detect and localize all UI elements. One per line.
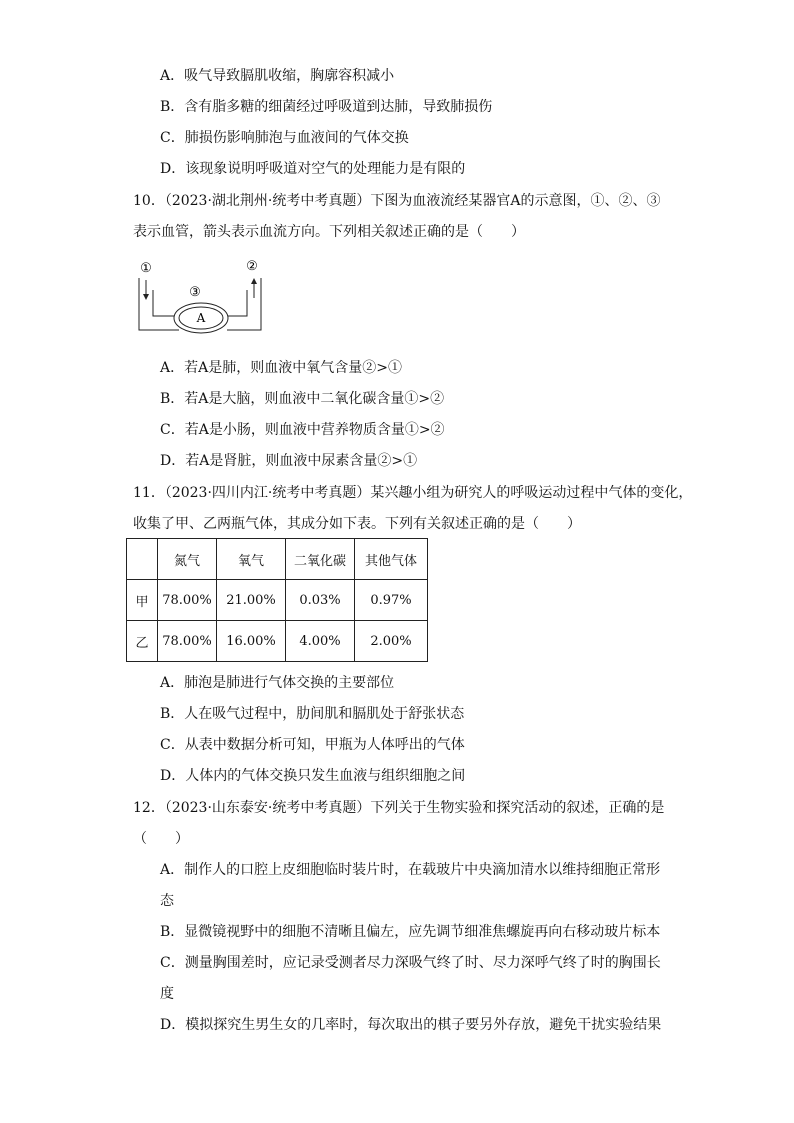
q10-stem-line1: 10．（2023·湖北荆州·统考中考真题）下图为血液流经某器官A的示意图，①、②、③: [133, 193, 661, 209]
q9-option-b: B．含有脂多糖的细菌经过呼吸道到达肺，导致肺损伤: [160, 99, 493, 115]
q12-option-c-line2: 度: [160, 986, 174, 1002]
q9-option-c: C．肺损伤影响肺泡与血液间的气体交换: [160, 130, 409, 146]
table-header-cell: 氮气: [158, 539, 217, 580]
table-header-cell: [127, 539, 158, 580]
q12-option-a-line2: 态: [160, 893, 174, 909]
q12-option-a-line1: A．制作人的口腔上皮细胞临时装片时，在载玻片中央滴加清水以维持细胞正常形: [160, 862, 661, 878]
q10-option-d: D．若A是肾脏，则血液中尿素含量②>①: [160, 453, 418, 469]
table-header-cell: 二氧化碳: [286, 539, 355, 580]
q12-stem-line1: 12．（2023·山东泰安·统考中考真题）下列关于生物实验和探究活动的叙述，正确的是: [133, 800, 665, 816]
q11-option-a: A．肺泡是肺进行气体交换的主要部位: [160, 675, 395, 691]
table-row: [127, 621, 428, 662]
vessel-1-label: ①: [140, 261, 152, 276]
table-cell: 78.00%: [158, 580, 217, 621]
q12-stem-line2: （ ）: [133, 831, 189, 847]
q11-option-d: D．人体内的气体交换只发生血液与组织细胞之间: [160, 768, 466, 784]
table-header-cell: 其他气体: [355, 539, 428, 580]
table-cell: 16.00%: [217, 621, 286, 662]
vessel-2-label: ②: [246, 259, 258, 274]
q12-option-b: B．显微镜视野中的细胞不清晰且偏左，应先调节细准焦螺旋再向右移动玻片标本: [160, 924, 661, 940]
vessel-3-label: ③: [189, 285, 201, 300]
q12-option-d: D．模拟探究生男生女的几率时，每次取出的棋子要另外存放，避免干扰实验结果: [160, 1017, 662, 1033]
gas-composition-table: [126, 538, 428, 662]
table-cell: 0.03%: [286, 580, 355, 621]
table-cell: 2.00%: [355, 621, 428, 662]
q10-option-a: A．若A是肺，则血液中氧气含量②>①: [160, 360, 402, 376]
table-cell: 4.00%: [286, 621, 355, 662]
table-cell: 乙: [127, 621, 158, 662]
table-header-cell: 氧气: [217, 539, 286, 580]
arrow-up-icon: [251, 278, 257, 284]
q12-option-c-line1: C．测量胸围差时，应记录受测者尽力深吸气终了时、尽力深呼气终了时的胸围长: [160, 955, 661, 971]
q9-option-a: A．吸气导致膈肌收缩，胸廓容积减小: [160, 68, 395, 84]
table-cell: 78.00%: [158, 621, 217, 662]
table-row: [127, 580, 428, 621]
q9-option-d: D．该现象说明呼吸道对空气的处理能力是有限的: [160, 161, 466, 177]
blood-flow-diagram: [133, 258, 273, 340]
q11-option-c: C．从表中数据分析可知，甲瓶为人体呼出的气体: [160, 737, 465, 753]
q11-stem-line1: 11．（2023·四川内江·统考中考真题）某兴趣小组为研究人的呼吸运动过程中气体的变化，: [133, 485, 693, 501]
q10-option-b: B．若A是大脑，则血液中二氧化碳含量①>②: [160, 391, 445, 407]
q11-stem-line2: 收集了甲、乙两瓶气体，其成分如下表。下列有关叙述正确的是（ ）: [133, 516, 581, 532]
q11-option-b: B．人在吸气过程中，肋间肌和膈肌处于舒张状态: [160, 706, 465, 722]
arrow-down-icon: [143, 294, 149, 300]
q10-stem-line2: 表示血管，箭头表示血流方向。下列相关叙述正确的是（ ）: [133, 224, 525, 240]
table-cell: 0.97%: [355, 580, 428, 621]
organ-a-label: A: [196, 311, 206, 325]
q10-option-c: C．若A是小肠，则血液中营养物质含量①>②: [160, 422, 445, 438]
table-header-row: [127, 539, 428, 580]
table-cell: 21.00%: [217, 580, 286, 621]
table-cell: 甲: [127, 580, 158, 621]
